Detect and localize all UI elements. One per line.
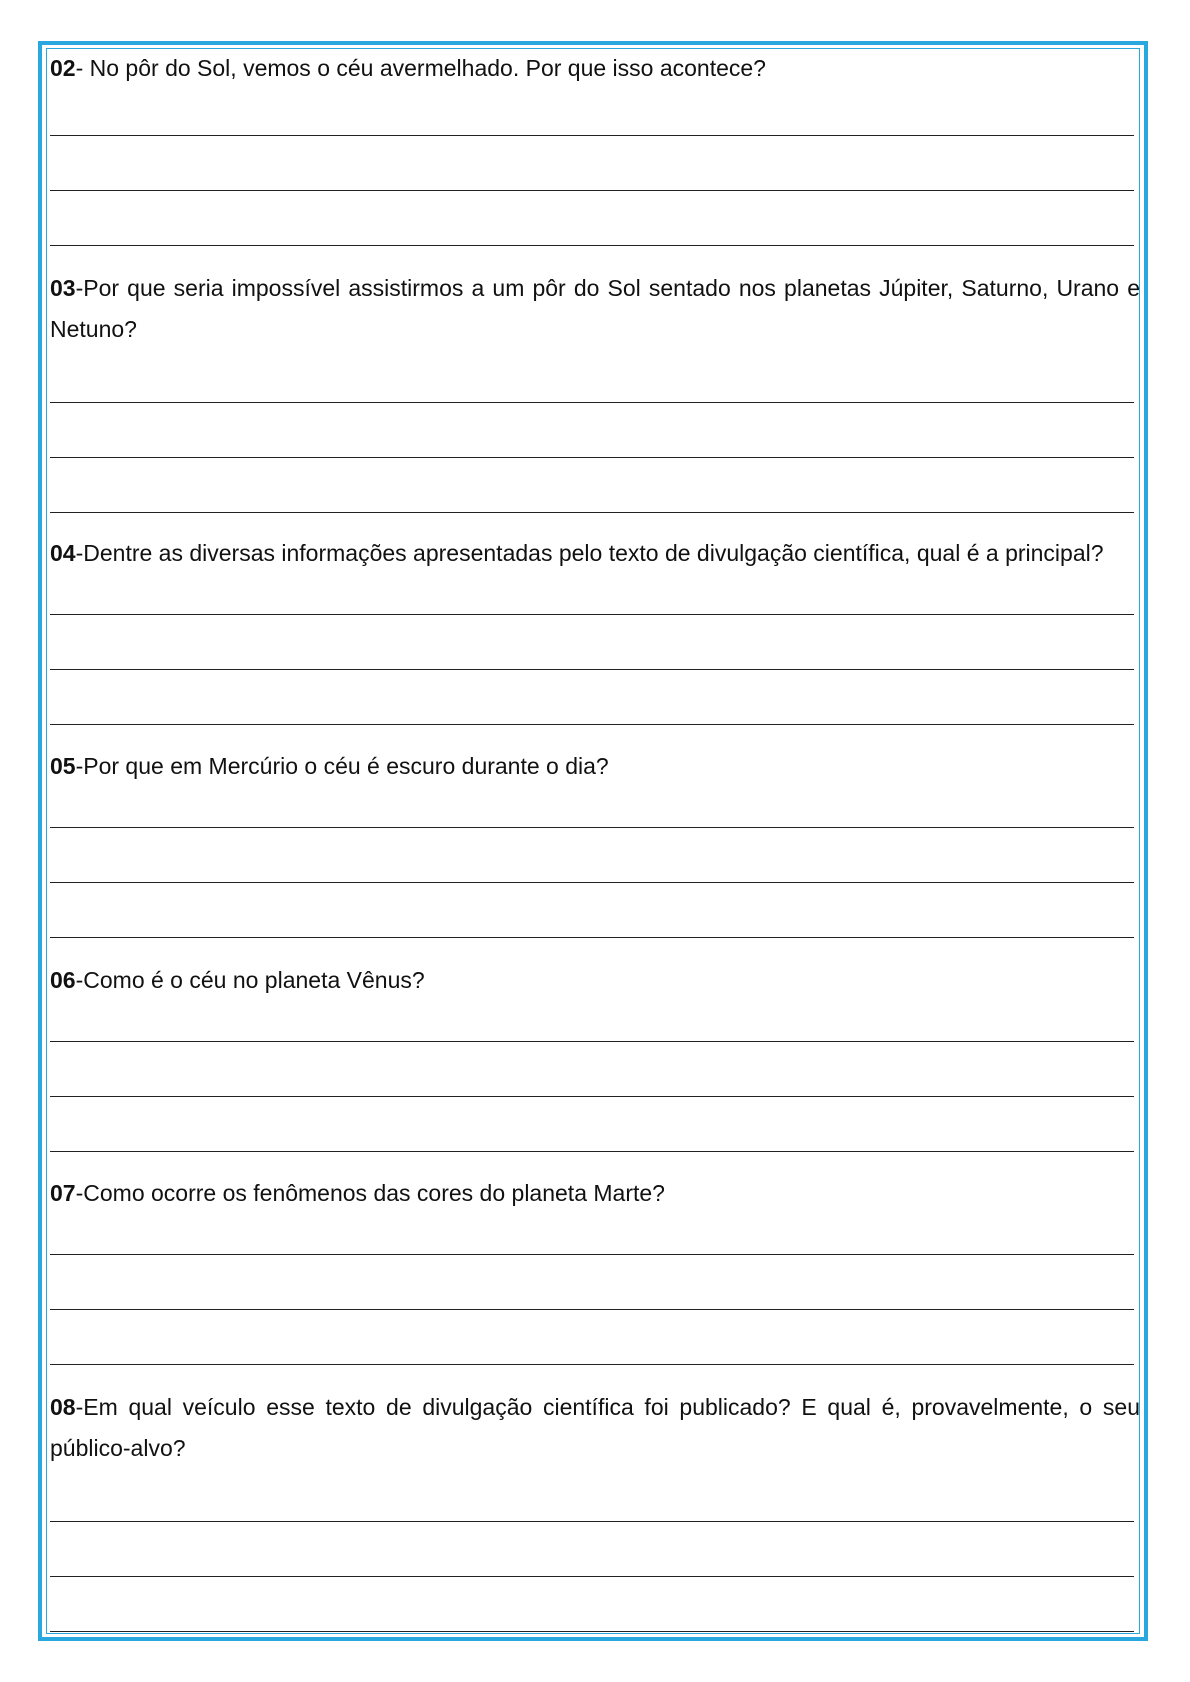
- question-prompt: - No pôr do Sol, vemos o céu avermelhado. Por que isso acontece?: [75, 55, 766, 81]
- question-04: [50, 533, 1140, 725]
- answer-line[interactable]: [50, 1522, 1134, 1577]
- answer-line[interactable]: [50, 1255, 1134, 1310]
- answer-line[interactable]: [50, 615, 1134, 670]
- question-02: [50, 48, 1140, 246]
- question-text: [50, 268, 1140, 350]
- question-number: 05: [50, 753, 76, 779]
- answer-lines: [50, 1469, 1140, 1632]
- question-text: [50, 746, 1140, 787]
- question-prompt: -Por que em Mercúrio o céu é escuro durante o dia?: [75, 753, 609, 779]
- question-text: [50, 48, 1140, 89]
- answer-line[interactable]: [50, 136, 1134, 191]
- question-text: [50, 533, 1140, 574]
- answer-line[interactable]: [50, 1310, 1134, 1365]
- answer-line[interactable]: [50, 787, 1134, 828]
- question-number: 06: [50, 967, 76, 993]
- answer-line[interactable]: [50, 1097, 1134, 1152]
- question-07: [50, 1173, 1140, 1365]
- question-05: [50, 746, 1140, 938]
- answer-line[interactable]: [50, 828, 1134, 883]
- question-text: [50, 960, 1140, 1001]
- answer-line[interactable]: [50, 1001, 1134, 1042]
- question-03: [50, 268, 1140, 513]
- answer-line[interactable]: [50, 574, 1134, 615]
- answer-line[interactable]: [50, 670, 1134, 725]
- answer-line[interactable]: [50, 403, 1134, 458]
- answer-lines: [50, 350, 1140, 513]
- answer-line[interactable]: [50, 1577, 1134, 1632]
- question-number: 02: [50, 55, 76, 81]
- question-prompt: -Dentre as diversas informações apresentadas pelo texto de divulgação científica, qual é a principal?: [75, 540, 1104, 566]
- answer-line[interactable]: [50, 883, 1134, 938]
- question-prompt: -Por que seria impossível assistirmos a um pôr do Sol sentado nos planetas Júpiter, Saturno, Urano e Netuno?: [50, 275, 1140, 342]
- question-number: 08: [50, 1394, 76, 1420]
- question-number: 03: [50, 275, 76, 301]
- question-number: 07: [50, 1180, 76, 1206]
- question-text: [50, 1173, 1140, 1214]
- question-prompt: -Em qual veículo esse texto de divulgação científica foi publicado? E qual é, provavelmente, o seu público-alvo?: [50, 1394, 1140, 1461]
- question-08: [50, 1387, 1140, 1632]
- answer-line[interactable]: [50, 191, 1134, 246]
- question-number: 04: [50, 540, 76, 566]
- answer-line[interactable]: [50, 350, 1134, 403]
- question-prompt: -Como ocorre os fenômenos das cores do planeta Marte?: [75, 1180, 665, 1206]
- answer-lines: [50, 574, 1140, 725]
- answer-line[interactable]: [50, 1214, 1134, 1255]
- answer-lines: [50, 1214, 1140, 1365]
- question-06: [50, 960, 1140, 1152]
- answer-lines: [50, 1001, 1140, 1152]
- answer-line[interactable]: [50, 1042, 1134, 1097]
- question-prompt: -Como é o céu no planeta Vênus?: [75, 967, 425, 993]
- answer-line[interactable]: [50, 458, 1134, 513]
- worksheet: [50, 48, 1140, 1632]
- answer-lines: [50, 89, 1140, 246]
- answer-line[interactable]: [50, 89, 1134, 136]
- answer-lines: [50, 787, 1140, 938]
- answer-line[interactable]: [50, 1469, 1134, 1522]
- question-text: [50, 1387, 1140, 1469]
